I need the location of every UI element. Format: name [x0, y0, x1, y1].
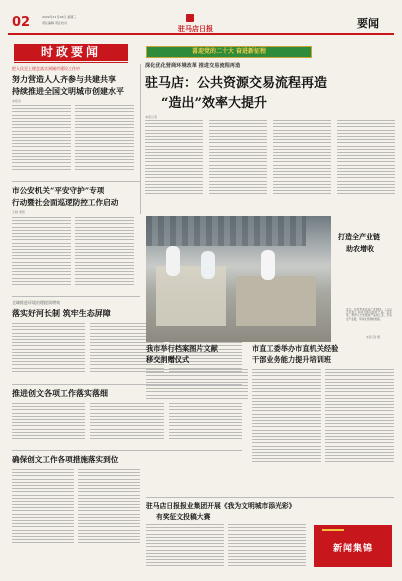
story-title-1: 确保创文工作各项措施落实到位 [12, 455, 119, 464]
story-cadre-training [252, 344, 394, 494]
lead-story [145, 62, 395, 207]
story-body [146, 524, 306, 569]
story-byline: 本报讯 [12, 99, 22, 103]
story-title-2: 持续推进全国文明城市创建水平 [12, 86, 124, 96]
story-title-1: 落实好河长制 筑牢生态屏障 [12, 308, 111, 318]
story-title-1: 驻马店日报报业集团开展《我为文明城市添光彩》 [146, 502, 296, 510]
banner-underline [14, 62, 128, 63]
slogan-text: 喜迎党的二十大 奋进新征程 [191, 48, 267, 55]
divider [12, 181, 140, 182]
lead-body [145, 120, 395, 205]
story-title-1: 市公安机关“平安守护”专项 [12, 186, 105, 195]
news-brief-title: 新闻集锦 [332, 544, 373, 554]
story-title-2: 干部业务能力提升培训班 [252, 355, 332, 364]
story-title-1: 努力营造人人齐参与共建共享 [12, 74, 116, 84]
story-police-patrol [12, 185, 134, 293]
story-title-2: 移交捐赠仪式 [146, 355, 190, 364]
story-body [146, 369, 248, 399]
story-title-1: 我市举行档案图片文献 [146, 344, 218, 353]
story-body [12, 105, 134, 172]
story-body [12, 469, 140, 546]
header-rule [8, 33, 394, 35]
news-brief-box [314, 525, 392, 567]
page-number: 02 [12, 15, 31, 30]
story-body [252, 369, 394, 465]
lead-title-2: “造出”效率大提升 [161, 96, 267, 111]
story-body [12, 217, 134, 287]
story-title-1: 推进创文各项工作落实落细 [12, 388, 108, 398]
paper-logo-icon [186, 14, 194, 22]
column-banner-text: 时政要闻 [40, 45, 101, 59]
lead-byline: 本报记者 [145, 115, 158, 119]
lead-kicker: 深化优化营商环境改革 推进交易流程再造 [145, 63, 241, 69]
news-photo [146, 216, 394, 342]
photo-caption-title-1: 打造全产业链 [338, 232, 380, 241]
divider [146, 497, 394, 498]
story-body [12, 403, 242, 441]
story-title-2: 行动暨社会面巡逻防控工作启动 [12, 198, 119, 207]
lead-title-1: 驻马店：公共资源交易流程再造 [145, 76, 328, 91]
story-kicker: 全域推进环境治理提质增效 [12, 300, 60, 305]
story-civilization-2 [12, 454, 140, 569]
page-header [0, 0, 402, 42]
divider [12, 296, 140, 297]
story-kicker: 把人民至上理念落实到城市建设工作中 [12, 66, 80, 71]
story-city-building [12, 66, 134, 178]
slogan-banner [146, 46, 312, 58]
story-byline: 王晓 黄凯 [12, 210, 25, 214]
date-line: 2022年11月16日 星期三 [42, 15, 77, 19]
photo-caption-title-2: 助农增收 [346, 244, 374, 253]
column-divider-vertical [140, 64, 141, 214]
story-title-1: 市直工委举办市直机关经验 [252, 344, 339, 353]
column-banner [14, 44, 128, 61]
photo-caption-text: 近日，在我市某农业产业园内，工人们正在加工车间分拣包装农产品。近年来，我市大力发展农产品加工业，打造全产业链，带动农民增收致富。 [346, 308, 392, 321]
story-archives [146, 344, 248, 404]
paper-name: 驻马店日报 [178, 24, 213, 33]
section-name: 要闻 [357, 17, 379, 30]
divider [12, 450, 242, 451]
story-title-2: 有奖征文投稿大赛 [156, 513, 211, 521]
photo-credit: 本报记者 摄 [366, 336, 380, 339]
editor-line: 责任编辑 责任校对 [42, 21, 67, 25]
